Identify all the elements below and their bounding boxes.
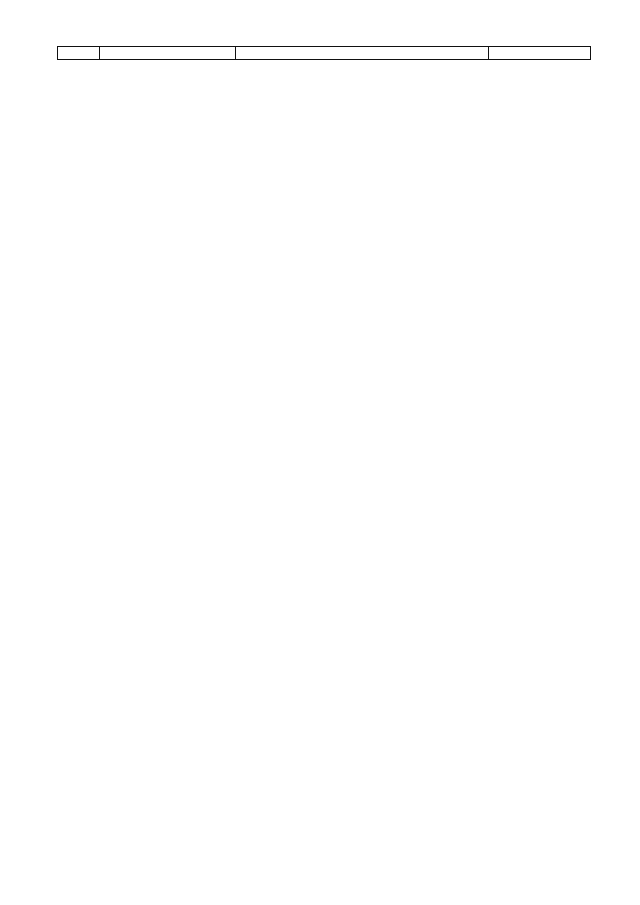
table-header	[57, 46, 591, 60]
header-col-3	[236, 47, 489, 59]
header-col-2	[100, 47, 236, 59]
header-col-1	[58, 47, 100, 59]
header-col-4	[489, 47, 590, 59]
